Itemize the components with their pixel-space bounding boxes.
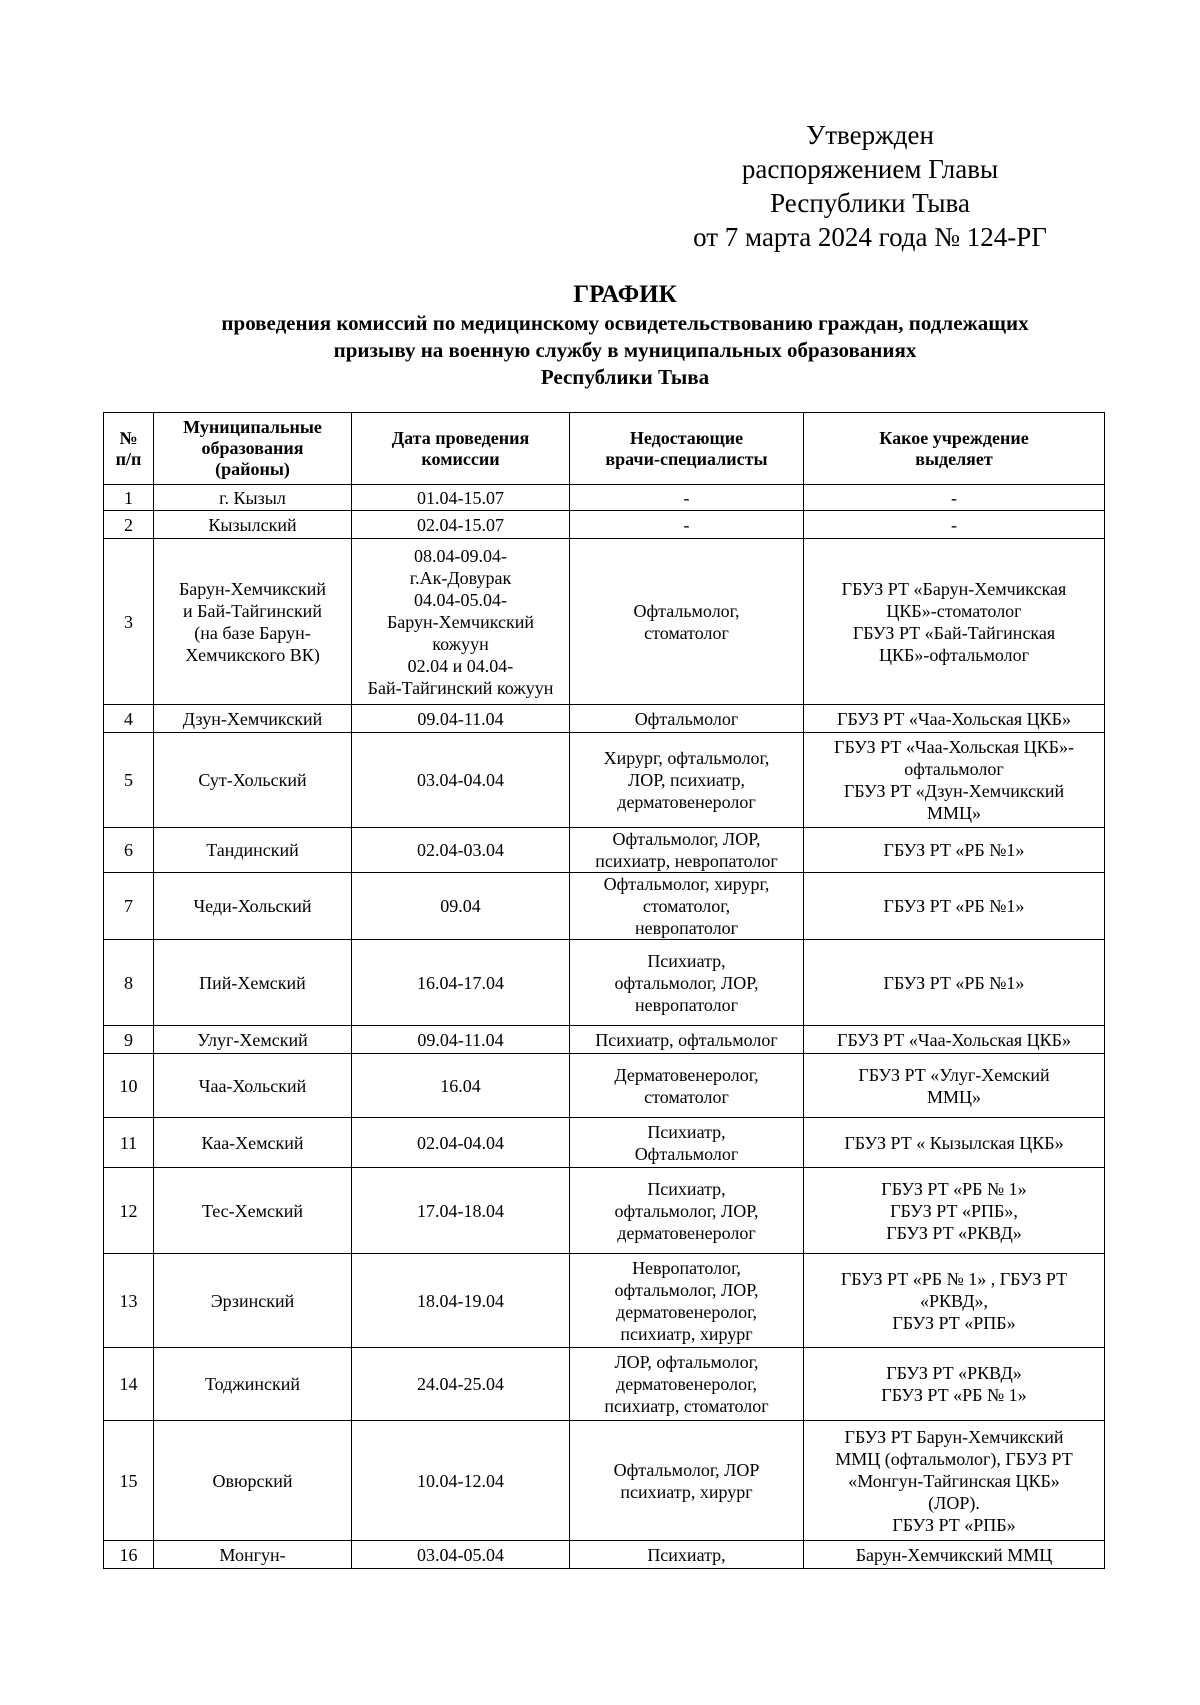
district-line: г. Кызыл (219, 487, 286, 508)
institution-cell (804, 828, 1105, 873)
doctors-line: офтальмолог, ЛОР, (614, 1279, 759, 1300)
institution-line: ГБУЗ РТ «РБ № 1» (881, 1385, 1027, 1405)
date-cell (352, 1118, 570, 1168)
doctors-line: Психиатр, офтальмолог (595, 1029, 778, 1050)
doctors-cell (570, 1541, 804, 1569)
table-row (104, 1054, 1105, 1118)
date-cell (352, 1348, 570, 1421)
institution-line: ГБУЗ РТ «РКВД» (886, 1363, 1022, 1383)
doctors-cell (570, 485, 804, 511)
institution-line: ГБУЗ РТ «РКВД» (886, 1222, 1022, 1243)
table-row (104, 828, 1105, 873)
district-cell (154, 1026, 352, 1054)
doctors-cell (570, 1348, 804, 1421)
institution-cell (804, 485, 1105, 511)
column-header-doctors (570, 413, 804, 485)
column-header-line: комиссии (421, 448, 500, 469)
approval-line: от 7 марта 2024 года № 124-РГ (693, 222, 1047, 252)
doctors-line: психиатр, хирург (620, 1323, 753, 1344)
date-line: г.Ак-Довурак (409, 567, 512, 588)
institution-cell (804, 1541, 1105, 1569)
doctors-cell (570, 1421, 804, 1541)
institution-cell (804, 733, 1105, 828)
doctors-line: стоматолог (644, 1086, 729, 1107)
date-line: 01.04-15.07 (417, 487, 504, 508)
table-row (104, 485, 1105, 511)
district-cell (154, 873, 352, 940)
institution-line: ГБУЗ РТ «Бай-Тайгинская (852, 622, 1056, 643)
date-line: 09.04-11.04 (417, 1029, 504, 1050)
date-line: 04.04-05.04- (414, 589, 507, 610)
date-line: 10.04-12.04 (417, 1470, 504, 1491)
row-number-cell: 4 (104, 705, 154, 733)
row-number-cell: 1 (104, 485, 154, 511)
district-line: Чаа-Хольский (198, 1075, 307, 1096)
table-row (104, 705, 1105, 733)
institution-line: ГБУЗ РТ «Барун-Хемчикская (841, 578, 1067, 599)
table-row (104, 1168, 1105, 1254)
institution-line: ГБУЗ РТ «РБ №1» (883, 972, 1025, 993)
doctors-cell (570, 940, 804, 1026)
institution-cell (804, 1168, 1105, 1254)
district-line: Улуг-Хемский (197, 1029, 308, 1050)
district-cell (154, 1421, 352, 1541)
date-line: 02.04-03.04 (417, 840, 504, 860)
doctors-line: Невропатолог, (632, 1257, 741, 1278)
doctors-line: - (683, 487, 690, 508)
district-line: Чеди-Хольский (193, 896, 312, 916)
doctors-cell (570, 511, 804, 539)
district-line: Каа-Хемский (201, 1132, 304, 1153)
table-row (104, 873, 1105, 940)
doctors-line: Офтальмолог (634, 1143, 739, 1164)
row-number-cell: 14 (104, 1348, 154, 1421)
district-cell (154, 1118, 352, 1168)
row-number-cell: 5 (104, 733, 154, 828)
institution-line: ГБУЗ РТ «РБ № 1» , ГБУЗ РТ (840, 1268, 1068, 1289)
doctors-cell (570, 1118, 804, 1168)
document-subtitle-line: призыву на военную службу в муниципальных образованиях (333, 338, 917, 362)
row-number-cell: 12 (104, 1168, 154, 1254)
date-line: кожуун (432, 633, 489, 654)
column-header-line: образования (201, 438, 304, 458)
district-line: и Бай-Тайгинский (183, 600, 322, 621)
doctors-line: психиатр, хирург (620, 1481, 753, 1502)
doctors-cell (570, 1168, 804, 1254)
row-number-cell: 15 (104, 1421, 154, 1541)
district-line: Тес-Хемский (201, 1200, 304, 1221)
date-line: 02.04-04.04 (417, 1132, 504, 1153)
table-row (104, 1026, 1105, 1054)
doctors-line: Дерматовенеролог, (614, 1064, 759, 1085)
district-line: Пий-Хемский (199, 972, 306, 993)
institution-cell (804, 511, 1105, 539)
institution-cell (804, 1421, 1105, 1541)
district-line: Тоджинский (205, 1374, 300, 1394)
table-row (104, 1254, 1105, 1348)
date-line: 02.04 и 04.04- (407, 655, 514, 676)
doctors-line: Психиатр, (647, 950, 726, 971)
approval-line: Республики Тыва (770, 188, 970, 218)
date-line: 03.04-05.04 (417, 1544, 504, 1565)
institution-line: ММЦ» (926, 1086, 981, 1107)
institution-line: ГБУЗ РТ «РПБ», (890, 1200, 1018, 1221)
date-line: Барун-Хемчикский (386, 611, 535, 632)
table-row (104, 1348, 1105, 1421)
institution-line: офтальмолог (904, 759, 1004, 779)
district-line: Кызылский (208, 514, 297, 535)
doctors-line: Офтальмолог, хирург, (603, 874, 770, 894)
institution-line: ММЦ (офтальмолог), ГБУЗ РТ (835, 1448, 1073, 1469)
district-line: Хемчикского ВК) (185, 644, 320, 665)
date-cell (352, 705, 570, 733)
institution-line: «Монгун-Тайгинская ЦКБ» (848, 1470, 1060, 1491)
column-header-district (154, 413, 352, 485)
row-number-cell: 8 (104, 940, 154, 1026)
table-row (104, 940, 1105, 1026)
doctors-cell (570, 1026, 804, 1054)
doctors-line: ЛОР, офтальмолог, (614, 1352, 759, 1372)
district-cell (154, 733, 352, 828)
date-cell (352, 1421, 570, 1541)
district-cell (154, 705, 352, 733)
column-header-line: № (119, 427, 138, 448)
row-number-cell: 16 (104, 1541, 154, 1569)
table-row (104, 539, 1105, 705)
column-header-institution (804, 413, 1105, 485)
institution-cell (804, 873, 1105, 940)
institution-cell (804, 1026, 1105, 1054)
column-header-line: Дата проведения (391, 427, 530, 448)
doctors-line: Офтальмолог, ЛОР (613, 1459, 760, 1480)
doctors-cell (570, 828, 804, 873)
institution-cell (804, 539, 1105, 705)
column-header-line: Какое учреждение (879, 427, 1029, 448)
date-cell (352, 1254, 570, 1348)
date-line: 09.04 (440, 896, 481, 916)
approval-line: распоряжением Главы (741, 154, 999, 184)
district-line: Дзун-Хемчикский (182, 708, 323, 729)
doctors-cell (570, 873, 804, 940)
institution-line: ЦКБ»-стоматолог (886, 600, 1022, 621)
district-cell (154, 1348, 352, 1421)
institution-line: - (951, 487, 957, 508)
doctors-line: стоматолог, (642, 896, 731, 916)
date-cell (352, 873, 570, 940)
column-header-line: (районы) (215, 459, 290, 479)
date-cell (352, 1054, 570, 1118)
table-header-row (104, 413, 1105, 485)
date-line: 08.04-09.04- (414, 545, 507, 566)
date-line: 18.04-19.04 (417, 1290, 504, 1311)
column-header-num (104, 413, 154, 485)
institution-cell (804, 1054, 1105, 1118)
table-row (104, 1541, 1105, 1569)
row-number-cell: 13 (104, 1254, 154, 1348)
institution-line: ММЦ» (926, 803, 981, 823)
doctors-line: ЛОР, психиатр, (628, 770, 745, 790)
doctors-line: невропатолог (634, 994, 739, 1015)
institution-line: ГБУЗ РТ «РПБ» (892, 1514, 1016, 1535)
doctors-cell (570, 1054, 804, 1118)
institution-line: ГБУЗ РТ Барун-Хемчикский (844, 1426, 1064, 1447)
institution-line: ГБУЗ РТ «Чаа-Хольская ЦКБ» (837, 708, 1071, 729)
district-cell (154, 485, 352, 511)
date-cell (352, 1026, 570, 1054)
schedule-table (103, 412, 1105, 1569)
institution-line: ЦКБ»-офтальмолог (879, 644, 1029, 665)
date-cell (352, 733, 570, 828)
date-cell (352, 940, 570, 1026)
doctors-line: Психиатр, (647, 1544, 726, 1565)
doctors-cell (570, 705, 804, 733)
doctors-cell (570, 539, 804, 705)
table-row (104, 733, 1105, 828)
doctors-line: дерматовенеролог, (616, 1374, 757, 1394)
district-line: Овюрский (212, 1470, 293, 1491)
doctors-line: психиатр, невропатолог (595, 851, 778, 871)
column-header-date (352, 413, 570, 485)
date-line: Бай-Тайгинский кожуун (367, 677, 554, 698)
doctors-cell (570, 1254, 804, 1348)
district-line: Эрзинский (210, 1290, 295, 1311)
institution-line: Барун-Хемчикский ММЦ (855, 1544, 1053, 1565)
doctors-line: Психиатр, (647, 1178, 726, 1199)
table-row (104, 1421, 1105, 1541)
doctors-line: дерматовенеролог (617, 792, 756, 812)
doctors-line: Психиатр, (647, 1121, 726, 1142)
doctors-line: дерматовенеролог, (616, 1301, 757, 1322)
institution-cell (804, 1118, 1105, 1168)
institution-line: - (951, 514, 957, 535)
institution-line: ГБУЗ РТ « Кызылская ЦКБ» (844, 1132, 1064, 1153)
institution-line: ГБУЗ РТ «Дзун-Хемчикский (843, 781, 1065, 801)
institution-cell (804, 1254, 1105, 1348)
doctors-line: - (683, 514, 690, 535)
date-line: 16.04 (440, 1075, 481, 1096)
institution-line: (ЛОР). (928, 1492, 980, 1513)
institution-line: ГБУЗ РТ «Чаа-Хольская ЦКБ» (837, 1029, 1071, 1050)
district-cell (154, 539, 352, 705)
institution-line: ГБУЗ РТ «Чаа-Хольская ЦКБ»- (834, 737, 1074, 757)
district-cell (154, 1254, 352, 1348)
date-cell (352, 485, 570, 511)
doctors-line: Офтальмолог, (633, 600, 740, 621)
column-header-line: Муниципальные (183, 417, 322, 437)
doctors-line: психиатр, стоматолог (604, 1396, 769, 1416)
district-cell (154, 940, 352, 1026)
district-line: Тандинский (206, 840, 299, 860)
date-cell (352, 828, 570, 873)
column-header-line: п/п (115, 448, 142, 469)
date-cell (352, 511, 570, 539)
district-cell (154, 511, 352, 539)
row-number-cell: 6 (104, 828, 154, 873)
institution-cell (804, 705, 1105, 733)
date-cell (352, 1168, 570, 1254)
date-line: 24.04-25.04 (417, 1374, 504, 1394)
doctors-line: Офтальмолог (634, 708, 739, 729)
row-number-cell: 9 (104, 1026, 154, 1054)
document-subtitle-line: проведения комиссий по медицинскому освидетельствованию граждан, подлежащих (221, 311, 1029, 335)
doctors-line: офтальмолог, ЛОР, (614, 1200, 759, 1221)
doctors-line: дерматовенеролог (617, 1222, 756, 1243)
institution-line: ГБУЗ РТ «РБ №1» (883, 896, 1025, 916)
district-cell (154, 828, 352, 873)
date-line: 16.04-17.04 (417, 972, 504, 993)
institution-line: «РКВД», (919, 1290, 989, 1311)
column-header-line: врачи-специалисты (605, 448, 768, 469)
doctors-line: офтальмолог, ЛОР, (614, 972, 759, 993)
institution-cell (804, 940, 1105, 1026)
table-row (104, 511, 1105, 539)
row-number-cell: 10 (104, 1054, 154, 1118)
doctors-line: Хирург, офтальмолог, (603, 748, 770, 768)
row-number-cell: 3 (104, 539, 154, 705)
row-number-cell: 2 (104, 511, 154, 539)
district-cell (154, 1541, 352, 1569)
date-line: 17.04-18.04 (417, 1200, 504, 1221)
doctors-line: Офтальмолог, ЛОР, (612, 829, 761, 849)
date-line: 03.04-04.04 (417, 770, 504, 790)
institution-line: ГБУЗ РТ «Улуг-Хемский (858, 1064, 1050, 1085)
date-cell (352, 539, 570, 705)
date-cell (352, 1541, 570, 1569)
institution-line: ГБУЗ РТ «РБ № 1» (881, 1178, 1027, 1199)
district-cell (154, 1054, 352, 1118)
district-line: Сут-Хольский (198, 770, 307, 790)
district-line: Монгун- (219, 1544, 286, 1565)
row-number-cell: 11 (104, 1118, 154, 1168)
district-cell (154, 1168, 352, 1254)
approval-line: Утвержден (806, 120, 934, 150)
doctors-cell (570, 733, 804, 828)
doctors-line: стоматолог (644, 622, 729, 643)
document-title: ГРАФИК (573, 281, 677, 308)
document-heading (100, 280, 1150, 391)
table-row (104, 1118, 1105, 1168)
row-number-cell: 7 (104, 873, 154, 940)
date-line: 02.04-15.07 (417, 514, 504, 535)
column-header-line: выделяет (915, 448, 993, 469)
district-line: Барун-Хемчикский (178, 578, 327, 599)
institution-line: ГБУЗ РТ «РБ №1» (883, 840, 1025, 860)
document-subtitle-line: Республики Тыва (540, 365, 710, 389)
column-header-line: Недостающие (629, 427, 744, 448)
district-line: (на базе Барун- (194, 622, 311, 643)
approval-stamp-block (640, 118, 1100, 254)
institution-cell (804, 1348, 1105, 1421)
date-line: 09.04-11.04 (417, 708, 504, 729)
institution-line: ГБУЗ РТ «РПБ» (892, 1312, 1016, 1333)
doctors-line: невропатолог (634, 918, 739, 938)
